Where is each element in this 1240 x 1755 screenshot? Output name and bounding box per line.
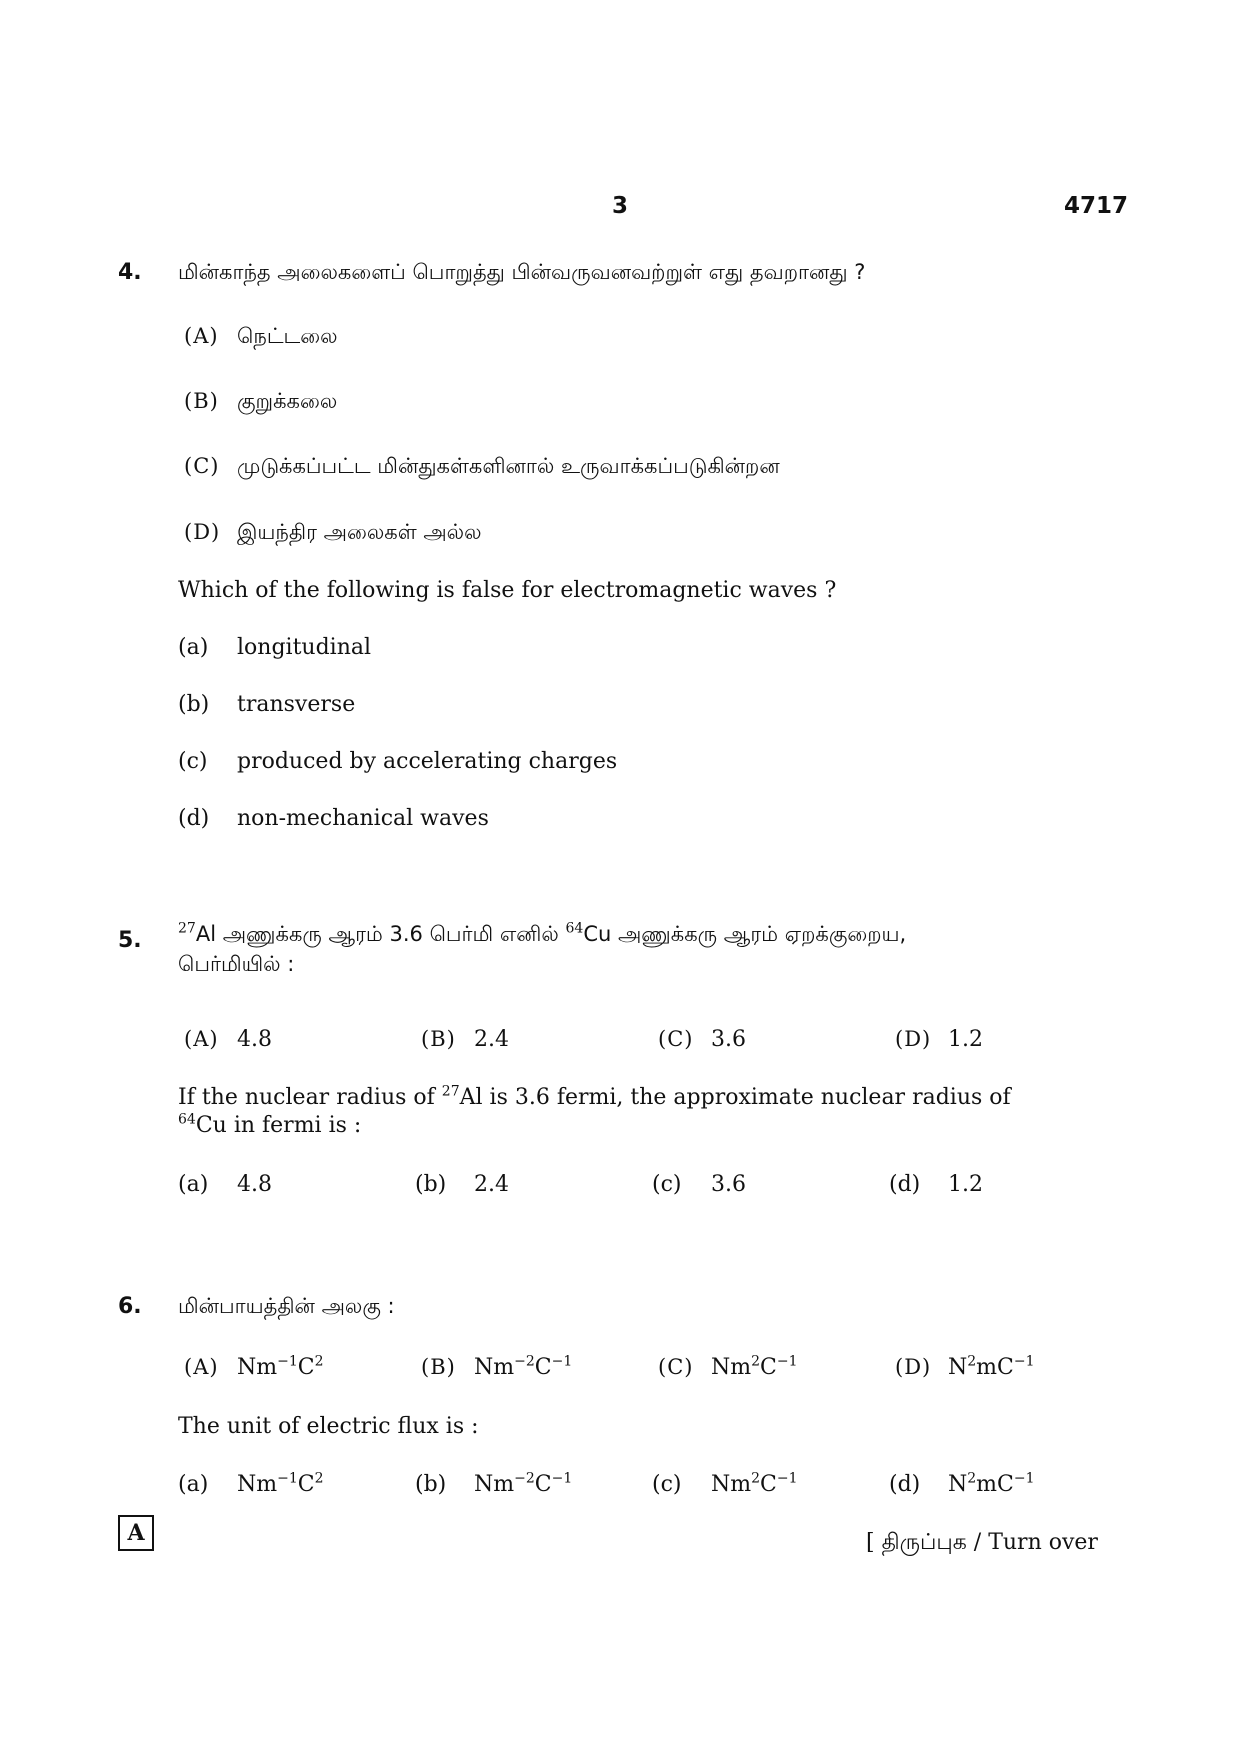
q5-english-option-text-a: 4.8 [237,1172,272,1197]
q6-english-option-label-c: (c) [652,1472,682,1497]
q4-english-option-text-b: transverse [237,692,356,717]
q5-tamil-text [178,920,1078,980]
q4-tamil-option-text-c: முடுக்கப்பட்ட மின்துகள்களினால் உருவாக்கப்படுகின்றன [237,454,780,478]
question-number-5: 5. [118,928,142,953]
q4-english-text: Which of the following is false for electromagnetic waves ? [178,578,837,603]
q6-english-option-d: $N^2mC^{-1}$ [948,1470,1035,1497]
q6-tamil-option-label-d: (D) [895,1355,932,1379]
question-number-6: 6. [118,1294,142,1319]
q5-tamil-option-label-d: (D) [895,1027,932,1051]
booklet-series-box: A [118,1515,154,1551]
q5-english-option-text-d: 1.2 [948,1172,983,1197]
page-number: 3 [612,193,629,219]
q6-english-option-b: $Nm^{-2}C^{-1}$ [474,1470,573,1497]
q5-tamil-option-text-c: 3.6 [711,1027,746,1052]
q5-english-part-3: Cu in fermi is : [195,1113,362,1138]
q5-english-part-1: If the nuclear radius of [178,1085,442,1110]
q5-tamil-line-2: பெர்மியில் : [178,952,295,976]
q5-tamil-sup-1: 27 [178,920,196,937]
q5-english-part-2: Al is 3.6 fermi, the approximate nuclear radius of [459,1085,1011,1110]
q4-tamil-option-label-c: (C) [184,454,220,478]
q6-english-option-label-d: (d) [889,1472,921,1497]
q4-tamil-text: மின்காந்த அலைகளைப் பொறுத்து பின்வருவனவற்றுள் எது தவறானது ? [178,260,866,284]
q5-tamil-sup-2: 64 [565,920,584,937]
q4-tamil-option-text-d: இயந்திர அலைகள் அல்ல [237,520,482,544]
q5-tamil-part-2: Cu அணுக்கரு ஆரம் ஏறக்குறைய, [583,922,907,946]
q6-tamil-option-a: $Nm^{-1}C^2$ [237,1353,324,1380]
q5-english-text [178,1084,1078,1140]
q4-english-option-label-b: (b) [178,692,210,717]
q4-tamil-option-label-b: (B) [184,389,219,413]
q4-english-option-text-d: non-mechanical waves [237,806,489,831]
q4-english-option-text-c: produced by accelerating charges [237,749,618,774]
q6-english-text: The unit of electric flux is : [178,1414,479,1439]
q5-tamil-option-text-b: 2.4 [474,1027,509,1052]
q6-english-option-label-b: (b) [415,1472,447,1497]
q5-english-option-text-b: 2.4 [474,1172,509,1197]
q6-tamil-text: மின்பாயத்தின் அலகு : [178,1294,395,1318]
q4-english-option-label-d: (d) [178,806,210,831]
q5-english-option-label-d: (d) [889,1172,921,1197]
q6-tamil-option-label-c: (C) [658,1355,694,1379]
q5-tamil-option-label-a: (A) [184,1027,219,1051]
q5-english-option-text-c: 3.6 [711,1172,746,1197]
q5-english-option-label-c: (c) [652,1172,682,1197]
q5-tamil-option-label-c: (C) [658,1027,694,1051]
q4-tamil-option-label-a: (A) [184,324,219,348]
q6-tamil-option-label-b: (B) [421,1355,456,1379]
paper-code: 4717 [1064,193,1129,219]
q5-english-sup-2: 64 [178,1111,196,1128]
q4-english-option-text-a: longitudinal [237,635,372,660]
q5-english-option-label-a: (a) [178,1172,209,1197]
q6-english-option-a: $Nm^{-1}C^2$ [237,1470,324,1497]
q5-english-option-label-b: (b) [415,1172,447,1197]
q5-tamil-option-text-a: 4.8 [237,1027,272,1052]
q4-english-option-label-a: (a) [178,635,209,660]
q4-tamil-option-text-a: நெட்டலை [237,324,338,348]
q5-tamil-option-label-b: (B) [421,1027,456,1051]
q5-english-sup-1: 27 [441,1083,460,1100]
q4-tamil-option-label-d: (D) [184,520,221,544]
q4-tamil-option-text-b: குறுக்கலை [237,389,338,413]
q4-english-option-label-c: (c) [178,749,208,774]
q6-tamil-option-d: $N^2mC^{-1}$ [948,1353,1035,1380]
q6-tamil-option-b: $Nm^{-2}C^{-1}$ [474,1353,573,1380]
q6-english-option-c: $Nm^2C^{-1}$ [711,1470,798,1497]
turn-over-note: [ திருப்புக / Turn over [866,1530,1098,1555]
q5-tamil-part-1: Al அணுக்கரு ஆரம் 3.6 பெர்மி எனில் [195,922,566,946]
q6-tamil-option-c: $Nm^2C^{-1}$ [711,1353,798,1380]
q6-english-option-label-a: (a) [178,1472,209,1497]
q5-tamil-option-text-d: 1.2 [948,1027,983,1052]
question-number-4: 4. [118,260,142,285]
q6-tamil-option-label-a: (A) [184,1355,219,1379]
